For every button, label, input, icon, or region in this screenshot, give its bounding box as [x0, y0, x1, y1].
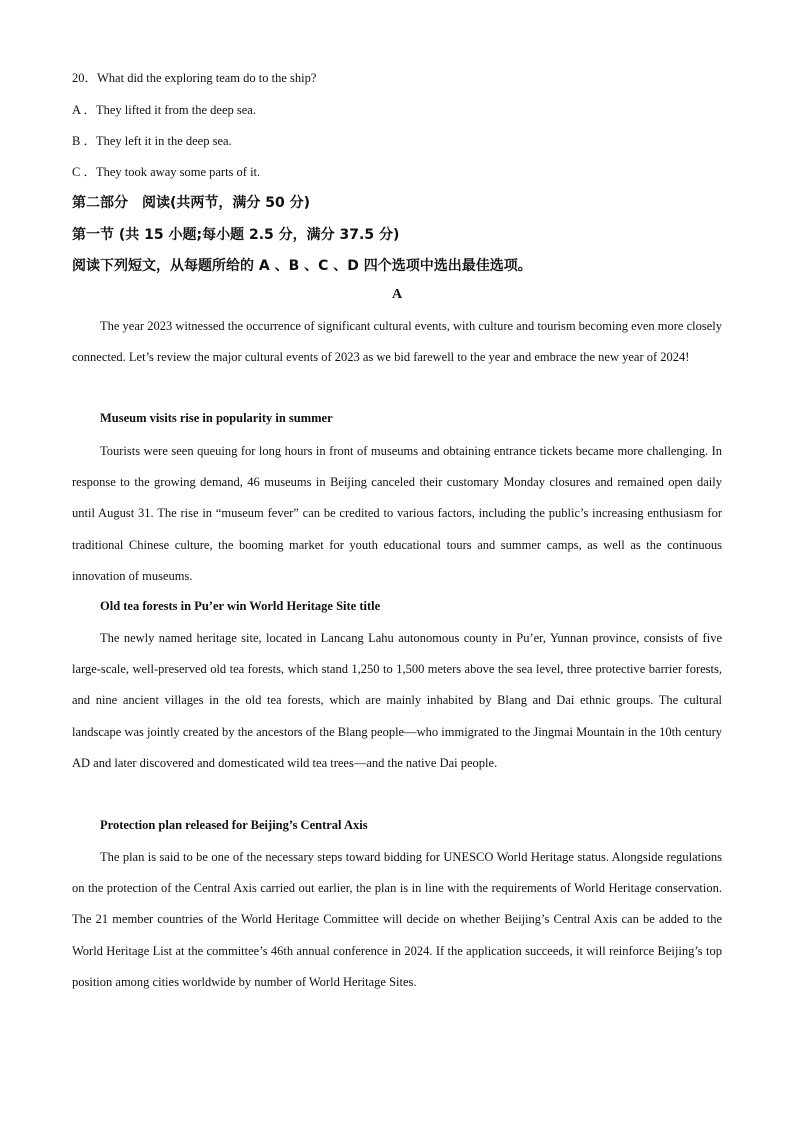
- paragraph-tea-forests: The newly named heritage site, located in Lancang Lahu autonomous county in Pu’er, Yunnan province, consists of five large-scale, well-preserved old tea forests, which stand 1,250 to 1,500 meters above the sea level, three protective barrier forests, and nine ancient villages in the old tea forests, which are mainly inhabited by Blang and Dai ethnic groups. The cultural landscape was jointly created by the ancestors of the Blang people—who immigrated to the Jingmai Mountain in the 10th century AD and later discovered and domesticated wild tea trees—and the native Dai people.: [72, 631, 722, 770]
- part-heading: 第二部分 阅读(共两节，满分 50 分): [72, 195, 311, 211]
- option-c: C ．They took away some parts of it.: [72, 165, 261, 179]
- subheading-central-axis: Protection plan released for Beijing’s Central Axis: [100, 818, 368, 832]
- instruction-text: 阅读下列短文，从每题所给的 A 、B 、C 、D 四个选项中选出最佳选项。: [72, 258, 532, 274]
- subheading-museum: Museum visits rise in popularity in summer: [100, 411, 333, 425]
- passage-label: A: [391, 287, 403, 302]
- option-a: A ．They lifted it from the deep sea.: [72, 103, 256, 117]
- section-heading: 第一节 (共 15 小题;每小题 2.5 分，满分 37.5 分): [72, 227, 400, 243]
- paragraph-museum: Tourists were seen queuing for long hours in front of museums and obtaining entrance tickets became more challenging. In response to the growing demand, 46 museums in Beijing canceled their customary Monday closures and remained open daily until August 31. The rise in “museum fever” can be credited to various factors, including the public’s increasing enthusiasm for traditional Chinese culture, the booming market for youth educational tours and summer camps, as well as the continuous innovation of museums.: [72, 444, 722, 583]
- question-stem: 20．What did the exploring team do to the ship?: [72, 71, 317, 85]
- option-b: B ．They left it in the deep sea.: [72, 134, 232, 148]
- subheading-tea-forests: Old tea forests in Pu’er win World Heritage Site title: [100, 599, 381, 613]
- paragraph-central-axis: The plan is said to be one of the necessary steps toward bidding for UNESCO World Heritage status. Alongside regulations on the protection of the Central Axis carried out earlier, the plan is in line with the requirements of World Heritage conservation. The 21 member countries of the World Heritage Committee will decide on whether Beijing’s Central Axis can be added to the World Heritage List at the committee’s 46th annual conference in 2024. If the application succeeds, it will reinforce Beijing’s top position among cities worldwide by number of World Heritage Sites.: [72, 850, 722, 989]
- passage-intro: The year 2023 witnessed the occurrence of significant cultural events, with culture and tourism becoming even more closely connected. Let’s review the major cultural events of 2023 as we bid farewell to the year and embrace the new year of 2024!: [72, 319, 723, 365]
